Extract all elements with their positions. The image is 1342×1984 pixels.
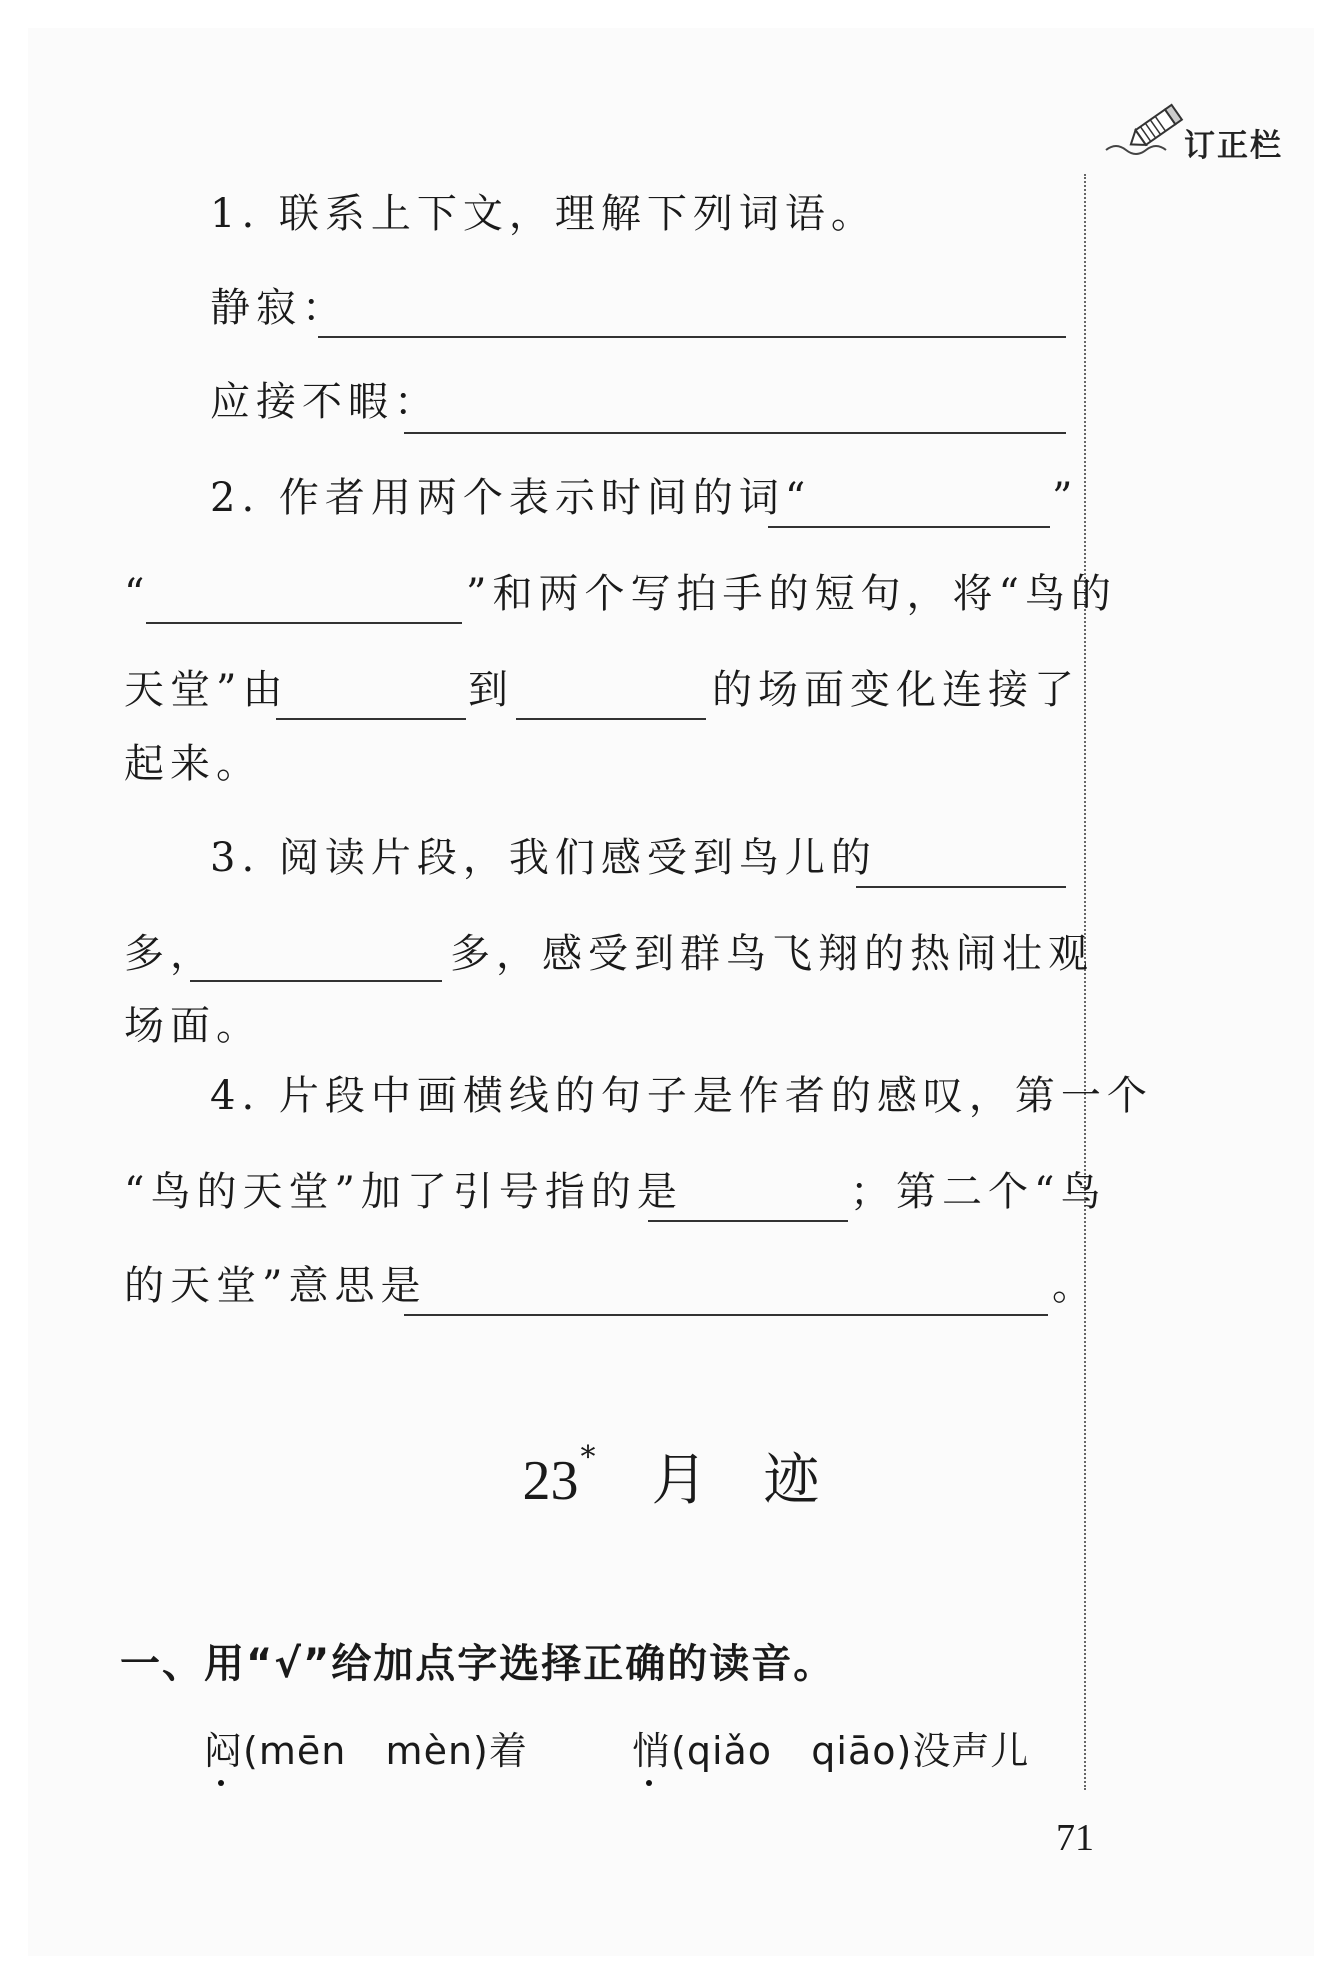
q1-answer-blank-1[interactable]	[318, 336, 1066, 338]
pinyin-item-1-options[interactable]: (mēn mèn)	[243, 1729, 489, 1773]
q2-answer-blank-3[interactable]	[276, 718, 466, 720]
q1-term-2: 应接不暇：	[210, 379, 440, 425]
pinyin-item-1	[204, 1720, 528, 1775]
q3-line-3: 场面。	[124, 1003, 262, 1049]
q2-answer-blank-4[interactable]	[516, 718, 706, 720]
q2-line-1-end: ”	[1052, 475, 1079, 521]
pinyin-item-2-char: 悄	[632, 1729, 672, 1773]
q3-line-1: 3. 阅读片段，我们感受到鸟儿的	[210, 835, 877, 881]
q2-line-1: 2. 作者用两个表示时间的词“	[210, 475, 812, 521]
lesson-number: 23	[522, 1450, 579, 1512]
pinyin-item-1-char: 闷	[204, 1729, 244, 1773]
pinyin-item-2	[632, 1720, 1029, 1775]
q4-line-2-b: ；第二个“鸟	[850, 1169, 1107, 1215]
correction-column-divider	[1084, 174, 1086, 1790]
lesson-title	[0, 1436, 1342, 1516]
q2-answer-blank-1[interactable]	[768, 526, 1050, 528]
pinyin-item-2-options[interactable]: (qiǎo qiāo)	[671, 1729, 913, 1773]
q3-line-2-a: 多，	[124, 931, 216, 977]
q3-answer-blank-1[interactable]	[856, 886, 1066, 888]
lesson-optional-mark: *	[580, 1440, 596, 1475]
q4-answer-blank-2[interactable]	[404, 1314, 1048, 1316]
emphasis-dot-1	[218, 1780, 224, 1786]
q2-line-4: 起来。	[124, 741, 262, 787]
page-number: 71	[1056, 1817, 1094, 1859]
q4-answer-blank-1[interactable]	[648, 1220, 848, 1222]
q1-answer-blank-2[interactable]	[404, 432, 1066, 434]
q3-answer-blank-2[interactable]	[190, 980, 442, 982]
q3-line-2-b: 多，感受到群鸟飞翔的热闹壮观	[450, 931, 1094, 977]
q4-line-3-b: 。	[1052, 1263, 1098, 1309]
emphasis-dot-2	[646, 1780, 652, 1786]
q1-term-1: 静寂：	[210, 285, 348, 331]
q2-line-3-a: 天堂”由	[124, 667, 289, 713]
q2-line-3-b: 到	[468, 667, 514, 713]
lesson-title-char-1: 月	[651, 1448, 708, 1513]
section-1-heading: 一、用“√”给加点字选择正确的读音。	[120, 1641, 836, 1687]
q2-line-2-start: “	[124, 571, 151, 617]
pinyin-item-2-tail: 没声儿	[912, 1729, 1030, 1773]
q2-answer-blank-2[interactable]	[146, 622, 462, 624]
q4-line-1: 4. 片段中画横线的句子是作者的感叹，第一个	[210, 1073, 1153, 1119]
q4-line-3-a: 的天堂”意思是	[124, 1263, 427, 1309]
q1-prompt: 1. 联系上下文，理解下列词语。	[210, 191, 877, 237]
lesson-title-char-2: 迹	[763, 1448, 820, 1513]
q4-line-2-a: “鸟的天堂”加了引号指的是	[124, 1169, 683, 1215]
q2-line-3-c: 的场面变化连接了	[712, 667, 1080, 713]
q2-line-2-end: ”和两个写拍手的短句，将“鸟的	[466, 571, 1117, 617]
pencil-icon	[1104, 98, 1188, 158]
pinyin-item-1-tail: 着	[488, 1729, 528, 1773]
correction-column-label: 订正栏	[1184, 128, 1283, 164]
